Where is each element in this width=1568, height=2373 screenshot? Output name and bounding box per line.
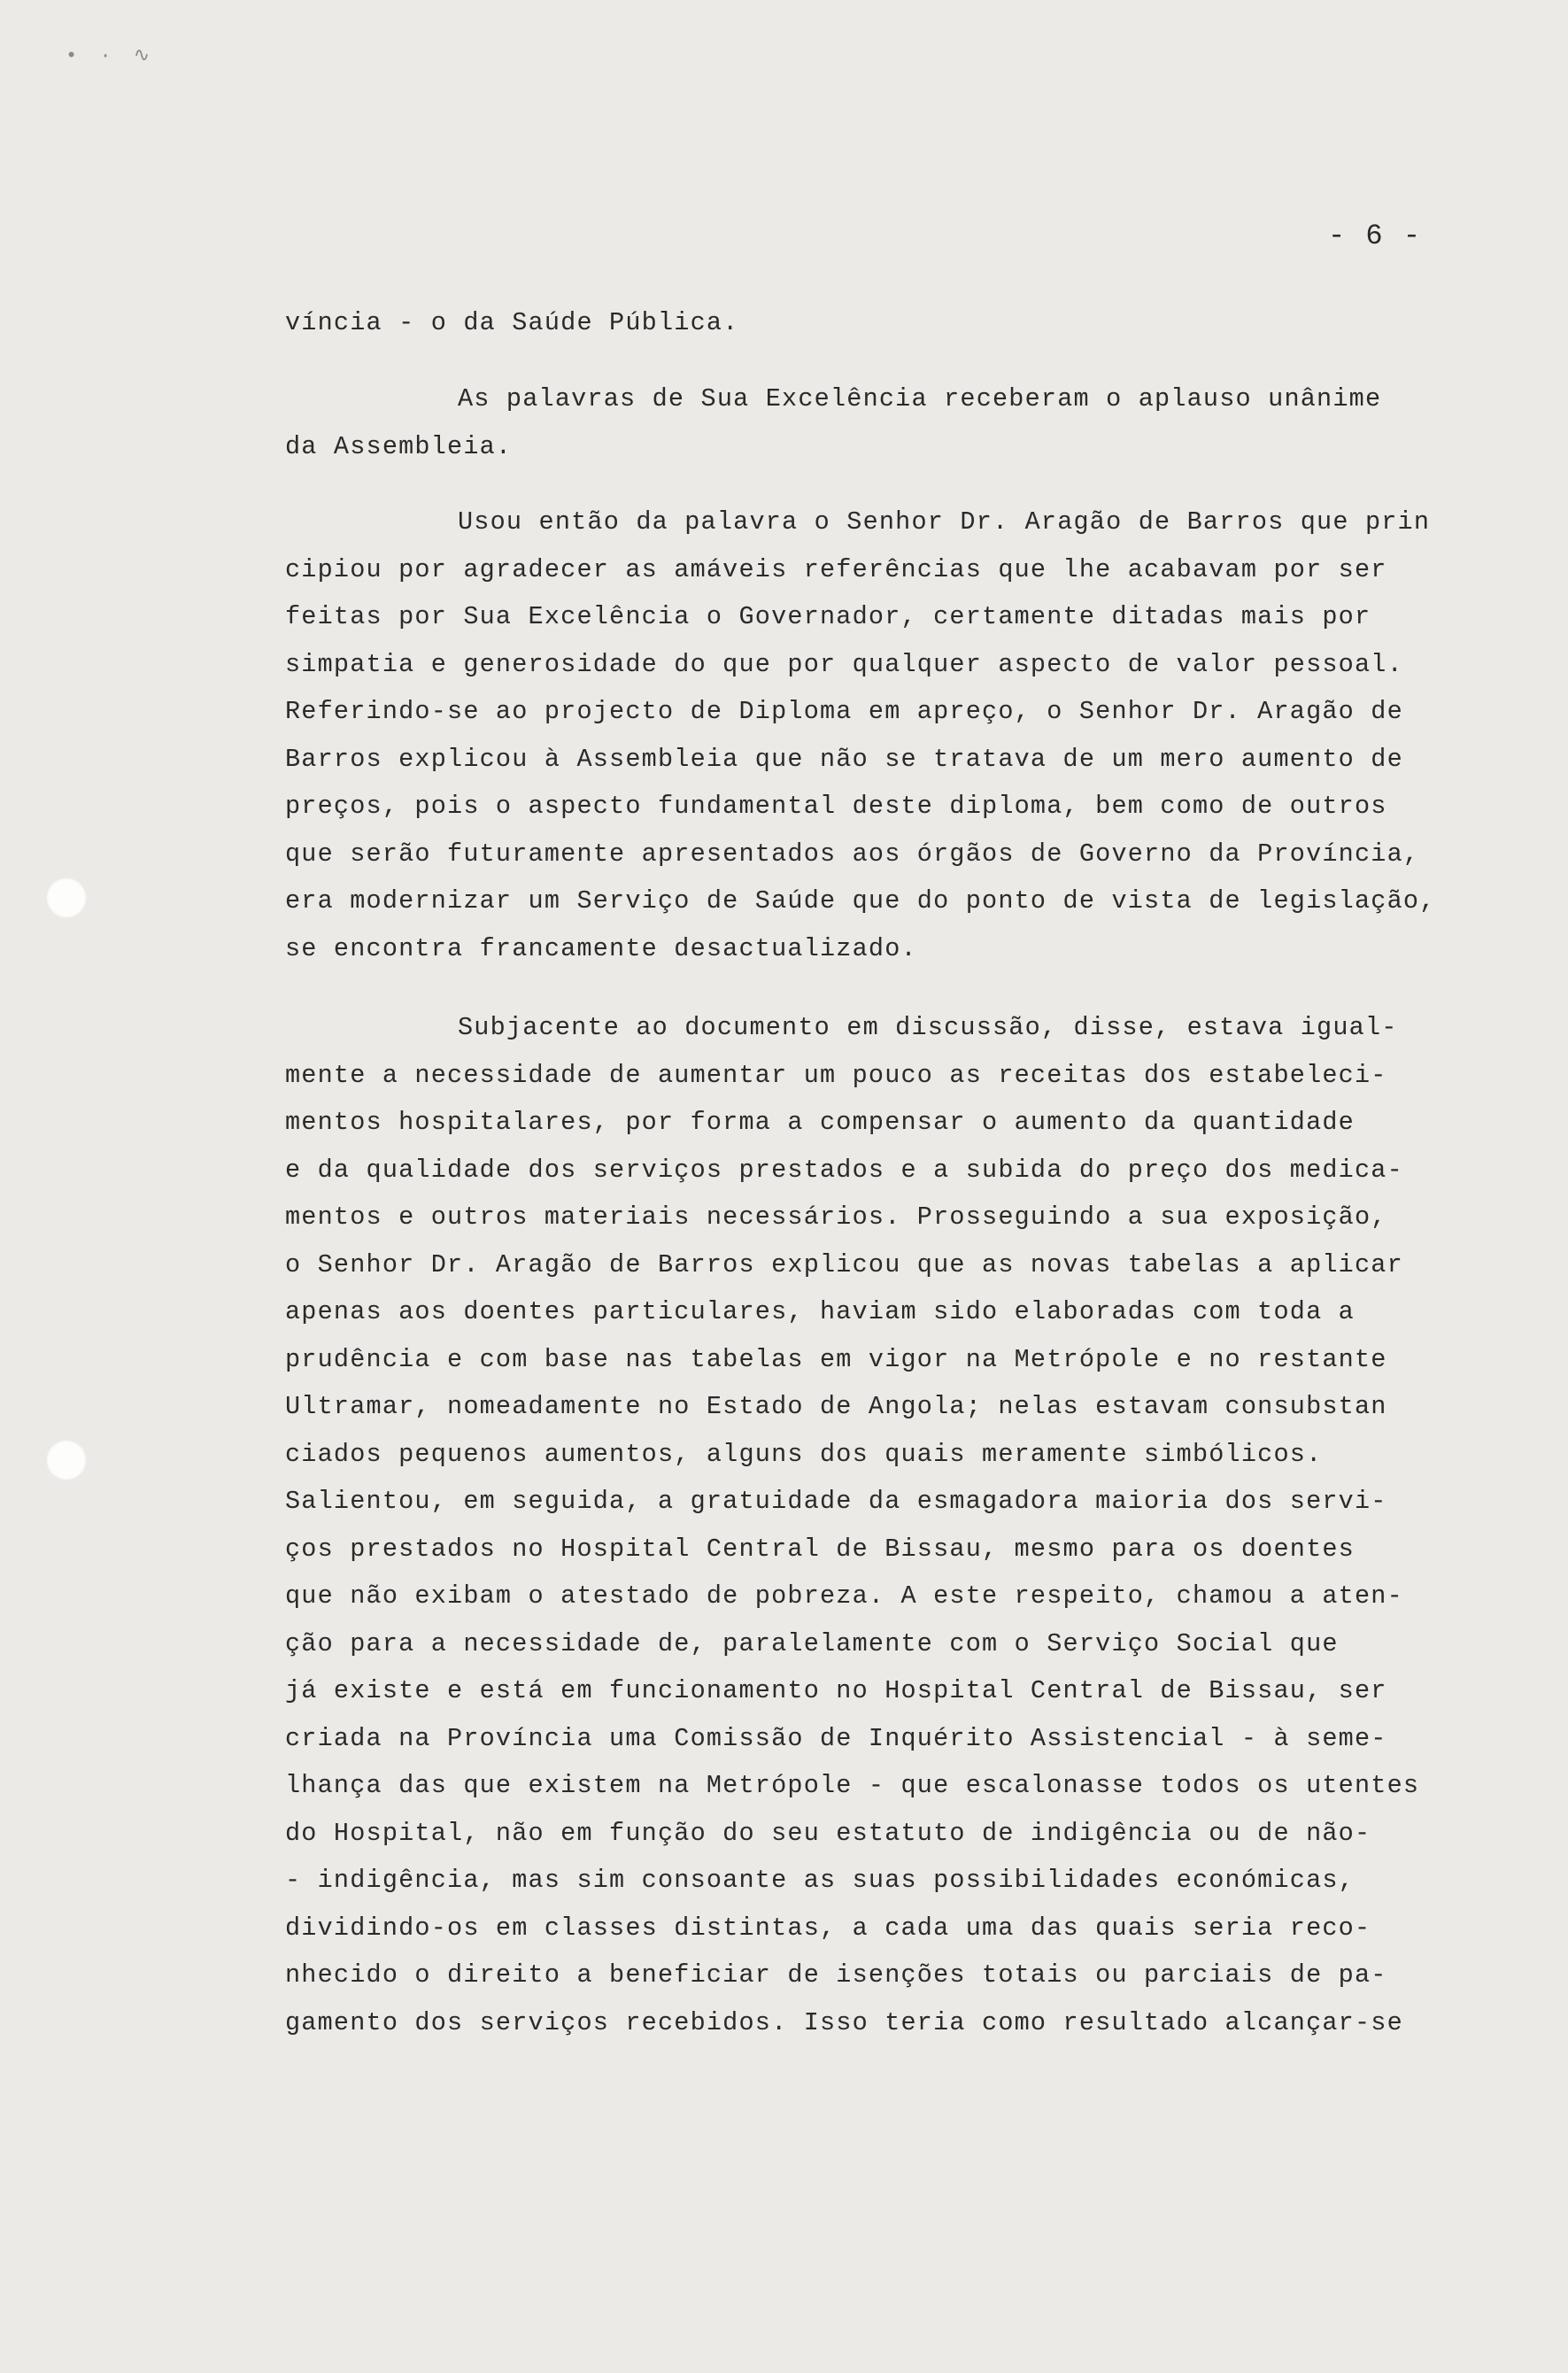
text-line: Referindo-se ao projecto de Diploma em apreço, o Senhor Dr. Aragão de: [285, 697, 1403, 726]
text-line: ciados pequenos aumentos, alguns dos quais meramente simbólicos.: [285, 1439, 1323, 1469]
text-line: mente a necessidade de aumentar um pouco as receitas dos estabeleci-: [285, 1060, 1387, 1090]
page-number: - 6 -: [1328, 220, 1423, 252]
paragraph-applause: [285, 375, 1516, 470]
paragraph-subjacente: [285, 1004, 1516, 2046]
text-line: que não exibam o atestado de pobreza. A este respeito, chamou a aten-: [285, 1581, 1403, 1611]
text-line: era modernizar um Serviço de Saúde que do ponto de vista de legislação,: [285, 886, 1436, 916]
punch-hole: [46, 1440, 87, 1480]
paragraph-continuation: [285, 299, 1516, 347]
text-line: apenas aos doentes particulares, haviam sido elaboradas com toda a: [285, 1297, 1355, 1326]
text-line: lhança das que existem na Metrópole - que escalonasse todos os utentes: [285, 1771, 1420, 1800]
text-line: Subjacente ao documento em discussão, disse, estava igual-: [458, 1013, 1398, 1042]
text-line: víncia - o da Saúde Pública.: [285, 308, 739, 337]
text-line: dividindo-os em classes distintas, a cada uma das quais seria reco-: [285, 1913, 1371, 1943]
paragraph-aragao-speech: [285, 499, 1516, 972]
punch-hole: [46, 877, 87, 918]
text-line: Ultramar, nomeadamente no Estado de Angola; nelas estavam consubstan: [285, 1392, 1387, 1421]
text-line: gamento dos serviços recebidos. Isso teria como resultado alcançar-se: [285, 2007, 1403, 2037]
text-line: se encontra francamente desactualizado.: [285, 933, 917, 963]
text-line: da Assembleia.: [285, 431, 513, 461]
text-line: mentos hospitalares, por forma a compensar o aumento da quantidade: [285, 1108, 1355, 1137]
text-line: do Hospital, não em função do seu estatuto de indigência ou de não-: [285, 1818, 1371, 1848]
text-line: o Senhor Dr. Aragão de Barros explicou que as novas tabelas a aplicar: [285, 1249, 1403, 1279]
text-line: e da qualidade dos serviços prestados e a subida do preço dos medica-: [285, 1155, 1403, 1185]
text-line: mentos e outros materiais necessários. Prosseguindo a sua exposição,: [285, 1202, 1387, 1232]
text-line: nhecido o direito a beneficiar de isenções totais ou parciais de pa-: [285, 1960, 1387, 1990]
text-line: cipiou por agradecer as amáveis referências que lhe acabavam por ser: [285, 554, 1387, 584]
text-line: ção para a necessidade de, paralelamente com o Serviço Social que: [285, 1628, 1339, 1658]
text-line: ços prestados no Hospital Central de Bissau, mesmo para os doentes: [285, 1534, 1355, 1564]
text-line: feitas por Sua Excelência o Governador, certamente ditadas mais por: [285, 602, 1371, 631]
text-line: que serão futuramente apresentados aos órgãos de Governo da Província,: [285, 839, 1420, 869]
text-line: Usou então da palavra o Senhor Dr. Aragão de Barros que prin: [458, 507, 1431, 537]
text-line: prudência e com base nas tabelas em vigor na Metrópole e no restante: [285, 1344, 1387, 1374]
text-line: Barros explicou à Assembleia que não se tratava de um mero aumento de: [285, 744, 1403, 774]
text-line: Salientou, em seguida, a gratuidade da esmagadora maioria dos servi-: [285, 1487, 1387, 1516]
text-line: simpatia e generosidade do que por qualquer aspecto de valor pessoal.: [285, 649, 1403, 679]
text-line: já existe e está em funcionamento no Hospital Central de Bissau, ser: [285, 1676, 1387, 1705]
corner-marks: • ∙ ∿: [66, 45, 156, 67]
text-line: As palavras de Sua Excelência receberam o aplauso unânime: [458, 384, 1382, 414]
text-line: preços, pois o aspecto fundamental deste diploma, bem como de outros: [285, 792, 1387, 821]
text-line: - indigência, mas sim consoante as suas possibilidades económicas,: [285, 1866, 1355, 1895]
text-line: criada na Província uma Comissão de Inquérito Assistencial - à seme-: [285, 1723, 1387, 1753]
